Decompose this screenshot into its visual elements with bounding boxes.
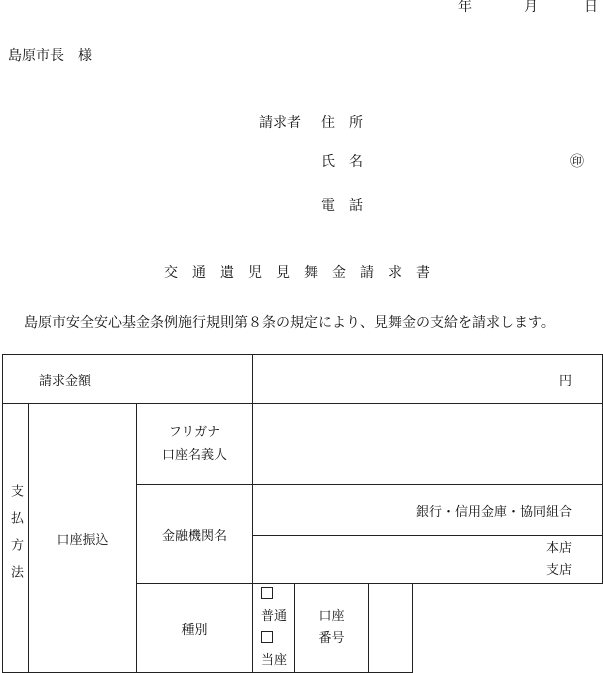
- institution-types: 銀行・信用金庫・協同組合: [416, 504, 573, 520]
- branch-label: 支店: [546, 562, 573, 578]
- amount-input[interactable]: [253, 355, 603, 404]
- addressee: 島原市長 様: [8, 48, 92, 64]
- claimant-label: 請求者: [259, 115, 301, 131]
- number-label: 番号: [318, 631, 345, 646]
- current-option[interactable]: [261, 628, 294, 672]
- payment-method-label: 支払方法: [8, 484, 23, 592]
- claim-form-table: [2, 354, 603, 673]
- head-office-label: 本店: [546, 540, 573, 556]
- date-year: 年: [458, 0, 472, 15]
- date-month: 月: [524, 0, 538, 15]
- name-label: 氏 名: [321, 154, 363, 170]
- document-title: 交通遺児見舞金請求書: [164, 265, 444, 281]
- amount-row: [3, 355, 603, 404]
- ordinary-label: 普通: [261, 609, 288, 624]
- amount-label: 請求金額: [3, 355, 253, 404]
- account-number-label-cell: [295, 584, 369, 673]
- payment-method-cell: [3, 404, 29, 673]
- seal-mark: ㊞: [570, 154, 584, 170]
- phone-label: 電 話: [321, 198, 363, 214]
- type-label: 種別: [137, 584, 253, 673]
- account-number-input[interactable]: [369, 584, 413, 673]
- current-checkbox[interactable]: [261, 631, 273, 643]
- branch-input[interactable]: [253, 536, 603, 584]
- amount-unit: 円: [559, 373, 573, 389]
- account-label: 口座: [318, 609, 345, 624]
- account-type-options: [253, 584, 295, 673]
- address-label: 住 所: [321, 115, 363, 131]
- current-label: 当座: [261, 653, 288, 668]
- ordinary-option[interactable]: [261, 584, 294, 628]
- transfer-label: 口座振込: [29, 404, 137, 673]
- body-text: 島原市安全安心基金条例施行規則第８条の規定により、見舞金の支給を請求します。: [24, 315, 555, 331]
- institution-type-input[interactable]: [253, 485, 603, 536]
- holder-name-input[interactable]: [253, 404, 603, 485]
- holder-row: [3, 404, 603, 485]
- ordinary-checkbox[interactable]: [261, 587, 273, 599]
- date-day: 日: [584, 0, 598, 15]
- institution-name-label: 金融機関名: [137, 485, 253, 584]
- holder-label-cell: [137, 404, 253, 485]
- holder-name-label: 口座名義人: [161, 448, 227, 463]
- furigana-label: フリガナ: [168, 425, 221, 440]
